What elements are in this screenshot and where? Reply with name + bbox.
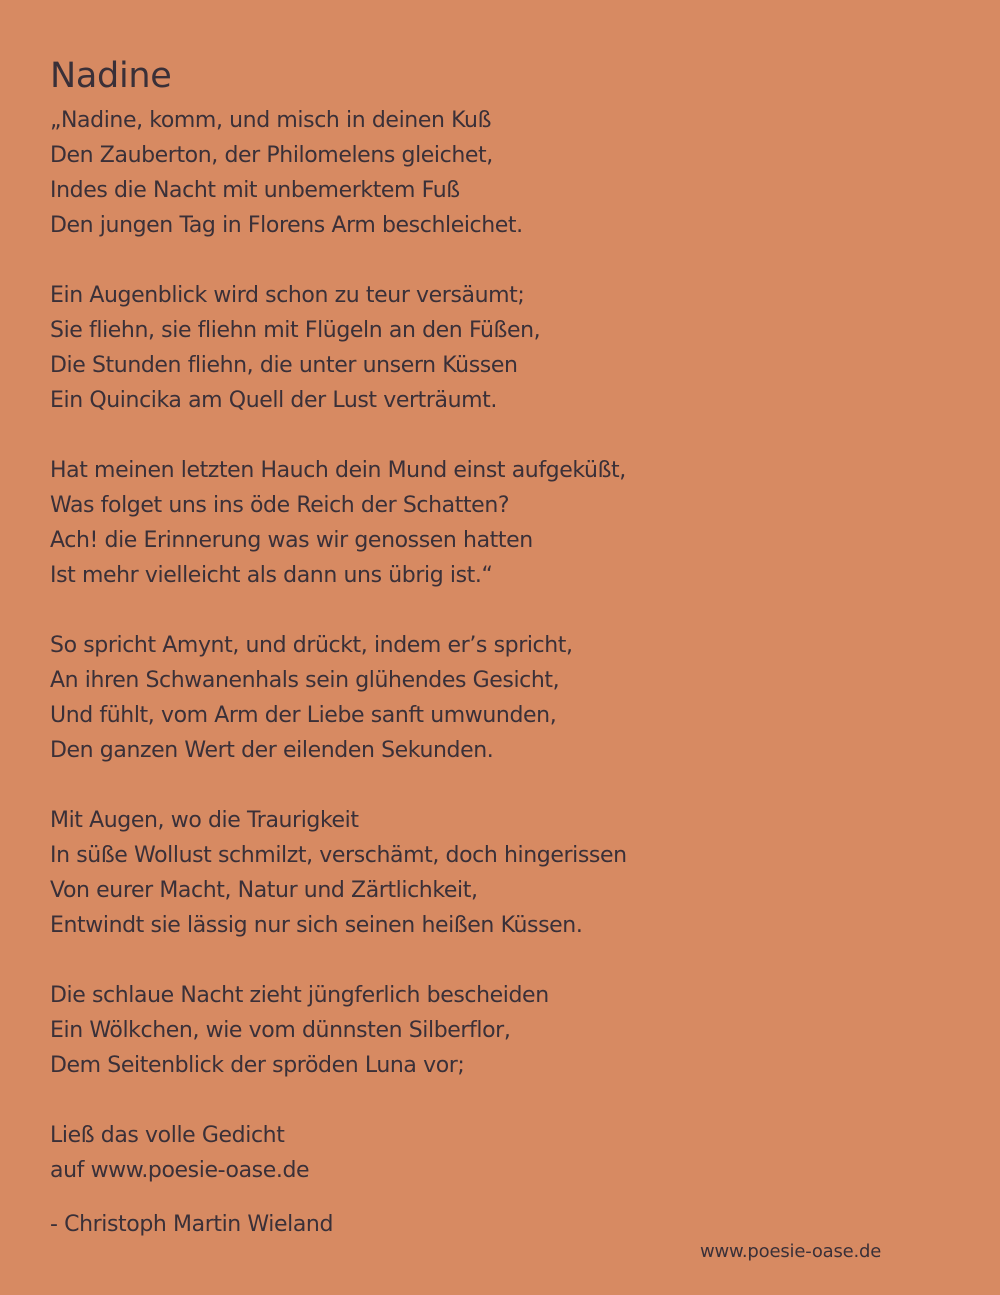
poem-line: Den jungen Tag in Florens Arm beschleichet. [50,213,523,238]
poem-line: Indes die Nacht mit unbemerktem Fuß [50,178,460,203]
poem-line: Sie fliehn, sie fliehn mit Flügeln an den Füßen, [50,318,541,343]
stanza-1 [50,103,950,243]
cta-link-line: auf www.poesie-oase.de [50,1158,310,1183]
poem-line: Hat meinen letzten Hauch dein Mund einst aufgeküßt, [50,458,626,483]
poem-line: Mit Augen, wo die Traurigkeit [50,808,359,833]
poem-line: Von eurer Macht, Natur und Zärtlichkeit, [50,878,478,903]
poem-line: Entwindt sie lässig nur sich seinen heißen Küssen. [50,913,583,938]
poem-line: Und fühlt, vom Arm der Liebe sanft umwunden, [50,703,557,728]
poem-container [50,52,950,1242]
poem-line: Was folget uns ins öde Reich der Schatten? [50,493,510,518]
poem-line: In süße Wollust schmilzt, verschämt, doch hingerissen [50,843,627,868]
poem-line: Ein Wölkchen, wie vom dünnsten Silberflor, [50,1018,511,1043]
poem-line: Den ganzen Wert der eilenden Sekunden. [50,738,494,763]
stanza-2 [50,278,950,418]
site-watermark: www.poesie-oase.de [700,1241,882,1262]
poem-line: Ein Quincika am Quell der Lust verträumt. [50,388,497,413]
poem-line: So spricht Amynt, und drückt, indem er’s spricht, [50,633,573,658]
stanza-5 [50,803,950,943]
poem-line: Ach! die Erinnerung was wir genossen hatten [50,528,533,553]
poem-line: Die schlaue Nacht zieht jüngferlich bescheiden [50,983,549,1008]
read-full-poem-note [50,1118,950,1188]
stanza-3 [50,453,950,593]
poem-line: Die Stunden fliehn, die unter unsern Küssen [50,353,518,378]
poem-line: „Nadine, komm, und misch in deinen Kuß [50,108,492,133]
poem-line: An ihren Schwanenhals sein glühendes Gesicht, [50,668,560,693]
poem-title: Nadine [50,56,172,96]
cta-line: Ließ das volle Gedicht [50,1123,285,1148]
poem-author: - Christoph Martin Wieland [50,1212,334,1237]
poem-line: Den Zauberton, der Philomelens gleichet, [50,143,493,168]
stanza-4 [50,628,950,768]
stanza-6 [50,978,950,1083]
poem-line: Ein Augenblick wird schon zu teur versäumt; [50,283,525,308]
poem-line: Dem Seitenblick der spröden Luna vor; [50,1053,465,1078]
poem-line: Ist mehr vielleicht als dann uns übrig ist.“ [50,563,493,588]
